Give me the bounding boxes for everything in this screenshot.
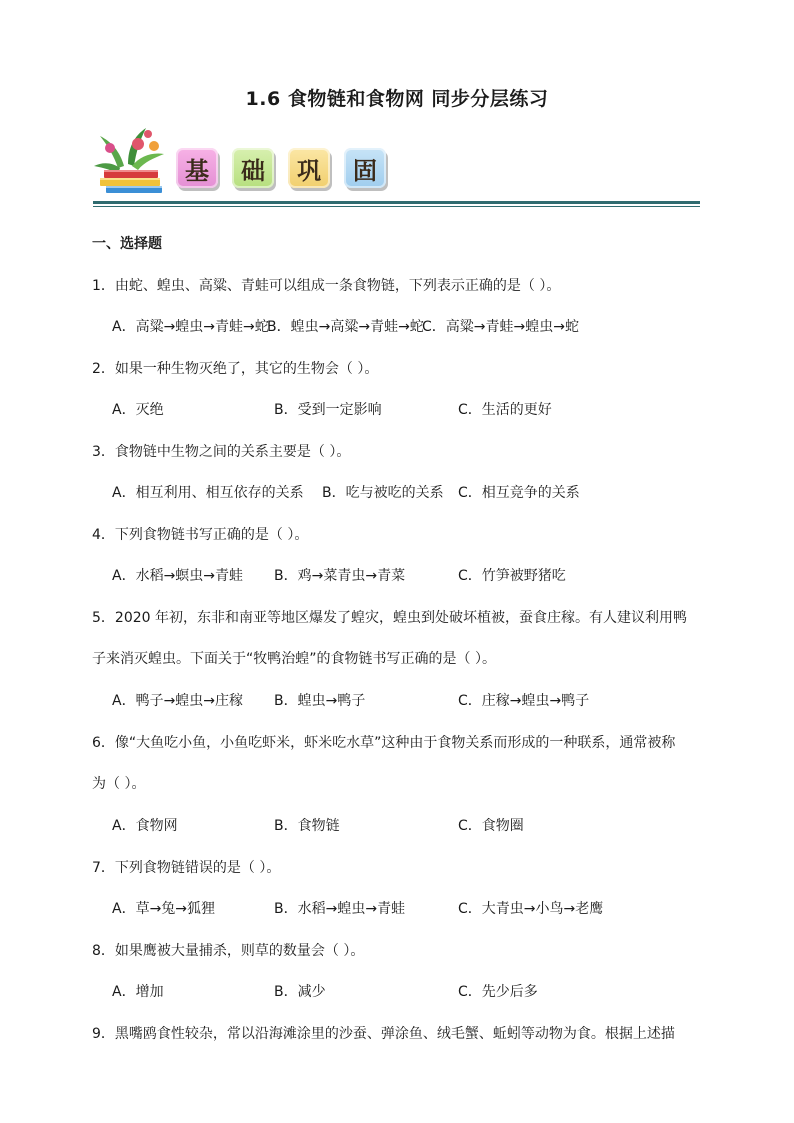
option-b: B．受到一定影响 (274, 402, 382, 418)
question-9: 9．黑嘴鸥食性较杂，常以沿海滩涂里的沙蚕、弹涂鱼、绒毛蟹、蚯蚓等动物为食。根据上述描 (92, 1026, 675, 1042)
question-2: 2．如果一种生物灭绝了，其它的生物会（ ）。 (92, 361, 379, 377)
divider-thick (93, 201, 700, 204)
question-5: 5．2020 年初，东非和南亚等地区爆发了蝗灾，蝗虫到处破坏植被，蚕食庄稼。有人建议利用鸭 (92, 610, 687, 626)
section-heading: 一、选择题 (92, 236, 162, 252)
option-b: B．蝗虫→鸭子 (274, 693, 366, 709)
question-6: 6．像“大鱼吃小鱼，小鱼吃虾米，虾米吃水草”这种由于食物关系而形成的一种联系，通常被称 (92, 735, 676, 751)
option-c: C．高粱→青蛙→蝗虫→蛇 (422, 319, 579, 335)
divider-thin (93, 206, 700, 207)
option-b: B．吃与被吃的关系 (322, 485, 444, 501)
option-a: A．鸭子→蝗虫→庄稼 (112, 693, 244, 709)
option-b: B．蝗虫→高粱→青蛙→蛇 (267, 319, 424, 335)
option-a: A．水稻→螟虫→青蛙 (112, 568, 244, 584)
option-a: A．增加 (112, 984, 164, 1000)
option-c: C．生活的更好 (458, 402, 552, 418)
banner-tile-chu: 础 (232, 148, 274, 188)
option-a: A．草→兔→狐狸 (112, 901, 216, 917)
question-1: 1．由蛇、蝗虫、高粱、青蛙可以组成一条食物链，下列表示正确的是（ ）。 (92, 278, 561, 294)
option-c: C．大青虫→小鸟→老鹰 (458, 901, 604, 917)
question-6-continued: 为（ ）。 (92, 776, 146, 792)
option-c: C．相互竞争的关系 (458, 485, 580, 501)
banner-tile-gong: 巩 (288, 148, 330, 188)
option-c: C．食物圈 (458, 818, 524, 834)
option-a: A．相互利用、相互依存的关系 (112, 485, 304, 501)
option-c: C．竹笋被野猪吃 (458, 568, 566, 584)
page-title: 1.6 食物链和食物网 同步分层练习 (245, 88, 549, 110)
option-c: C．先少后多 (458, 984, 538, 1000)
question-7: 7．下列食物链错误的是（ ）。 (92, 860, 281, 876)
option-b: B．水稻→蝗虫→青蛙 (274, 901, 406, 917)
option-c: C．庄稼→蝗虫→鸭子 (458, 693, 590, 709)
option-b: B．鸡→菜青虫→青菜 (274, 568, 406, 584)
section-banner (90, 122, 702, 212)
option-a: A．灭绝 (112, 402, 164, 418)
option-b: B．减少 (274, 984, 326, 1000)
banner-tile-gu: 固 (344, 148, 386, 188)
option-a: A．食物网 (112, 818, 178, 834)
question-4: 4．下列食物链书写正确的是（ ）。 (92, 527, 309, 543)
banner-tile-ji: 基 (176, 148, 218, 188)
question-3: 3．食物链中生物之间的关系主要是（ ）。 (92, 444, 351, 460)
option-b: B．食物链 (274, 818, 340, 834)
question-5-continued: 子来消灭蝗虫。下面关于“牧鸭治蝗”的食物链书写正确的是（ ）。 (92, 651, 496, 667)
books-plant-illustration (90, 122, 170, 194)
question-8: 8．如果鹰被大量捕杀，则草的数量会（ ）。 (92, 943, 365, 959)
option-a: A．高粱→蝗虫→青蛙→蛇 (112, 319, 269, 335)
